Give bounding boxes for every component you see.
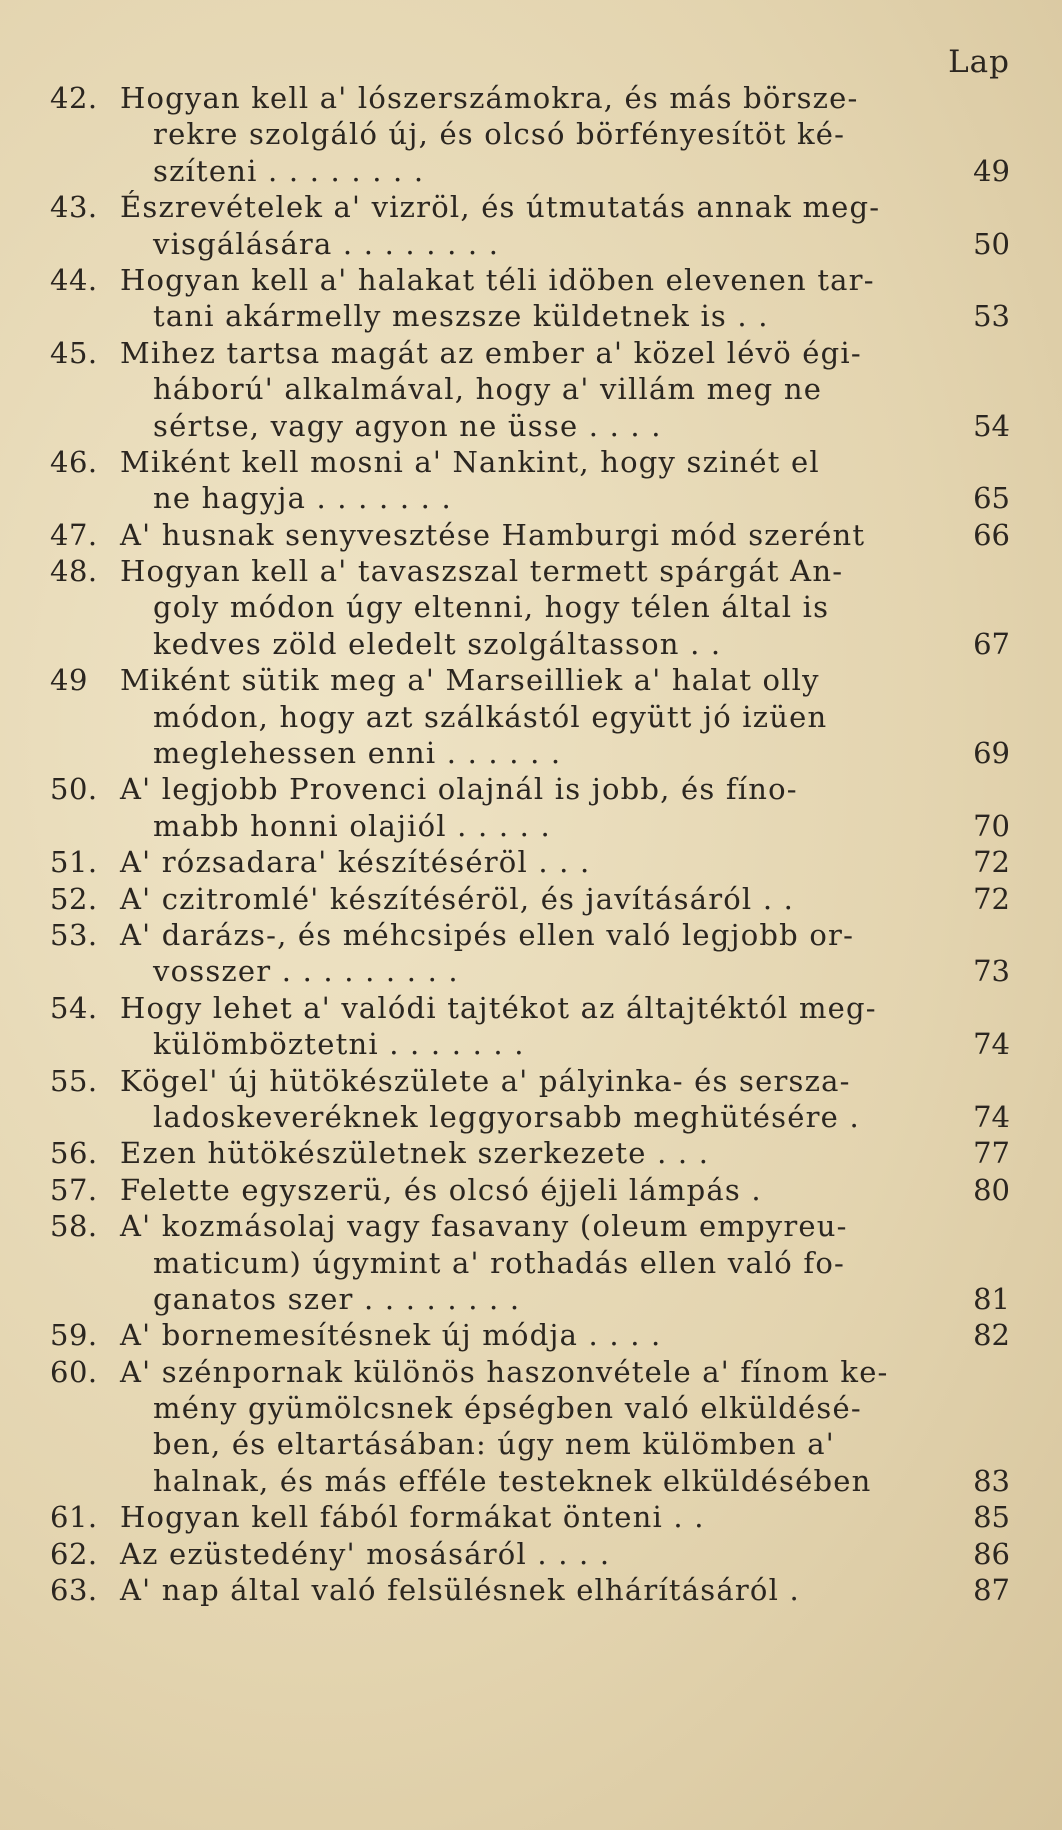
entry-page-number: 67 — [973, 626, 1010, 661]
toc-entry — [50, 881, 1010, 917]
entry-title-line: goly módon úgy eltenni, hogy télen által is — [153, 590, 830, 625]
entry-title — [120, 444, 940, 517]
entry-title — [120, 553, 940, 662]
entry-title-line: vosszer . . . . . . . . . — [153, 954, 459, 989]
toc-entry — [50, 1063, 1010, 1136]
entry-title-line: háború' alkalmával, hogy a' villám meg ne — [153, 372, 823, 407]
table-of-contents — [50, 80, 1010, 1608]
entry-page-number: 82 — [973, 1318, 1010, 1353]
entry-page-number: 74 — [973, 1099, 1010, 1134]
entry-title — [120, 844, 940, 880]
entry-title-line: Felette egyszerü, és olcsó éjjeli lámpás . — [120, 1172, 762, 1207]
entry-title-line: Hogyan kell a' lószerszámokra, és más börsze- — [120, 81, 859, 115]
entry-number: 54. — [50, 990, 98, 1025]
toc-entry — [50, 844, 1010, 880]
entry-number: 47. — [50, 517, 98, 552]
entry-title-line: ladoskeveréknek leggyorsabb meghütésére . — [153, 1099, 860, 1134]
entry-page-number: 86 — [973, 1536, 1010, 1571]
entry-title — [120, 1536, 940, 1572]
toc-entry — [50, 262, 1010, 335]
entry-title-line: A' darázs-, és méhcsipés ellen való legjobb or- — [120, 917, 855, 952]
entry-title-line: Kögel' új hütökészülete a' pályinka- és sersza- — [120, 1063, 851, 1098]
entry-page-number: 77 — [973, 1136, 1010, 1171]
entry-title-line: maticum) úgymint a' rothadás ellen való fo- — [153, 1245, 845, 1280]
entry-page-number: 53 — [973, 299, 1010, 334]
entry-number: 58. — [50, 1209, 98, 1244]
entry-title-line: módon, hogy azt szálkástól együtt jó izüen — [153, 699, 828, 734]
entry-title — [120, 990, 940, 1063]
entry-title — [120, 335, 940, 444]
page-column-header: Lap — [948, 44, 1010, 80]
entry-title — [120, 881, 940, 917]
entry-number: 42. — [50, 81, 98, 115]
entry-title-line: Ezen hütökészületnek szerkezete . . . — [120, 1136, 710, 1171]
entry-number: 49 — [50, 663, 88, 698]
entry-title-line: külömböztetni . . . . . . . — [153, 1027, 525, 1062]
entry-title — [120, 1208, 940, 1317]
toc-entry — [50, 335, 1010, 444]
toc-entry — [50, 771, 1010, 844]
toc-entry — [50, 189, 1010, 262]
entry-title — [120, 80, 940, 189]
toc-entry — [50, 1208, 1010, 1317]
toc-entry — [50, 1499, 1010, 1535]
entry-title — [120, 262, 940, 335]
entry-title-line: A' legjobb Provenci olajnál is jobb, és fíno- — [120, 772, 798, 807]
entry-title-line: ne hagyja . . . . . . . — [153, 481, 452, 516]
entry-title — [120, 1172, 940, 1208]
entry-title-line: Hogyan kell fából formákat önteni . . — [120, 1500, 705, 1535]
entry-title — [120, 1499, 940, 1535]
entry-title — [120, 1135, 940, 1171]
entry-page-number: 49 — [973, 153, 1010, 188]
entry-title-line: tani akármelly meszsze küldetnek is . . — [153, 299, 769, 334]
entry-title — [120, 189, 940, 262]
entry-title-line: Miként kell mosni a' Nankint, hogy szinét el — [120, 444, 820, 479]
entry-number: 46. — [50, 444, 98, 479]
entry-page-number: 66 — [973, 517, 1010, 552]
entry-title-line: Hogyan kell a' tavaszszal termett spárgát An- — [120, 554, 844, 589]
toc-entry — [50, 553, 1010, 662]
entry-title-line: Mihez tartsa magát az ember a' közel lévö égi- — [120, 335, 862, 370]
entry-title — [120, 1572, 940, 1608]
entry-number: 60. — [50, 1354, 98, 1389]
entry-title-line: A' czitromlé' készítéséröl, és javításáról . . — [120, 881, 795, 916]
entry-title-line: szíteni . . . . . . . . — [153, 153, 425, 188]
entry-page-number: 87 — [973, 1573, 1010, 1607]
entry-number: 62. — [50, 1536, 98, 1571]
entry-title — [120, 1063, 940, 1136]
toc-entry — [50, 990, 1010, 1063]
entry-number: 43. — [50, 190, 98, 225]
entry-page-number: 85 — [973, 1500, 1010, 1535]
toc-entry — [50, 1536, 1010, 1572]
entry-title-line: A' kozmásolaj vagy fasavany (oleum empyreu- — [120, 1209, 848, 1244]
toc-entry — [50, 80, 1010, 189]
entry-title-line: ben, és eltartásában: úgy nem külömben a' — [153, 1427, 835, 1462]
entry-number: 45. — [50, 335, 98, 370]
toc-entry — [50, 662, 1010, 771]
entry-page-number: 50 — [973, 226, 1010, 261]
entry-title-line: A' szénpornak különös haszonvétele a' fínom ke- — [120, 1354, 889, 1389]
entry-title-line: A' rózsadara' készítéséröl . . . — [120, 845, 591, 880]
entry-title-line: meglehessen enni . . . . . . — [153, 736, 562, 771]
entry-number: 57. — [50, 1172, 98, 1207]
entry-page-number: 69 — [973, 736, 1010, 771]
toc-entry — [50, 1572, 1010, 1608]
entry-page-number: 72 — [973, 845, 1010, 880]
toc-entry — [50, 1317, 1010, 1353]
toc-entry — [50, 917, 1010, 990]
entry-title — [120, 662, 940, 771]
entry-page-number: 83 — [973, 1463, 1010, 1498]
entry-number: 50. — [50, 772, 98, 807]
entry-number: 51. — [50, 845, 98, 880]
entry-page-number: 73 — [973, 954, 1010, 989]
entry-title-line: A' husnak senyvesztése Hamburgi mód szerént — [120, 517, 866, 552]
entry-title-line: mabb honni olajiól . . . . . — [153, 808, 551, 843]
toc-entry — [50, 444, 1010, 517]
entry-number: 44. — [50, 262, 98, 297]
entry-title-line: Miként sütik meg a' Marseilliek a' halat olly — [120, 663, 820, 698]
entry-title-line: ganatos szer . . . . . . . . — [153, 1281, 521, 1316]
toc-entry — [50, 1354, 1010, 1500]
entry-title — [120, 517, 940, 553]
entry-title-line: visgálására . . . . . . . . — [153, 226, 500, 261]
entry-number: 59. — [50, 1318, 98, 1353]
entry-number: 61. — [50, 1500, 98, 1535]
entry-title-line: Hogy lehet a' valódi tajtékot az áltajtéktól meg- — [120, 990, 877, 1025]
entry-number: 63. — [50, 1573, 98, 1608]
entry-page-number: 80 — [973, 1172, 1010, 1207]
entry-title — [120, 917, 940, 990]
entry-title-line: sértse, vagy agyon ne üsse . . . . — [153, 408, 662, 443]
entry-page-number: 70 — [973, 808, 1010, 843]
entry-title-line: halnak, és más efféle testeknek elküldésében — [153, 1463, 872, 1498]
entry-number: 56. — [50, 1136, 98, 1171]
entry-page-number: 72 — [973, 881, 1010, 916]
toc-entry — [50, 1135, 1010, 1171]
entry-title-line: kedves zöld eledelt szolgáltasson . . — [153, 626, 722, 661]
entry-title-line: mény gyümölcsnek épségben való elküldésé- — [153, 1391, 862, 1426]
entry-title — [120, 1317, 940, 1353]
entry-page-number: 81 — [973, 1281, 1010, 1316]
entry-title-line: rekre szolgáló új, és olcsó börfényesítöt ké- — [153, 117, 846, 152]
toc-entry — [50, 1172, 1010, 1208]
entry-title-line: Az ezüstedény' mosásáról . . . . — [120, 1536, 611, 1571]
entry-number: 52. — [50, 881, 98, 916]
entry-title-line: Észrevételek a' vizröl, és útmutatás annak meg- — [120, 190, 881, 225]
entry-number: 48. — [50, 554, 98, 589]
entry-title-line: A' nap által való felsülésnek elhárításáról . — [120, 1573, 800, 1608]
toc-entry — [50, 517, 1010, 553]
entry-page-number: 65 — [973, 481, 1010, 516]
entry-title — [120, 1354, 940, 1500]
entry-title-line: Hogyan kell a' halakat téli idöben elevenen tar- — [120, 262, 875, 297]
entry-number: 55. — [50, 1063, 98, 1098]
entry-title-line: A' bornemesítésnek új módja . . . . — [120, 1318, 662, 1353]
entry-title — [120, 771, 940, 844]
entry-number: 53. — [50, 917, 98, 952]
entry-page-number: 74 — [973, 1027, 1010, 1062]
entry-page-number: 54 — [973, 408, 1010, 443]
